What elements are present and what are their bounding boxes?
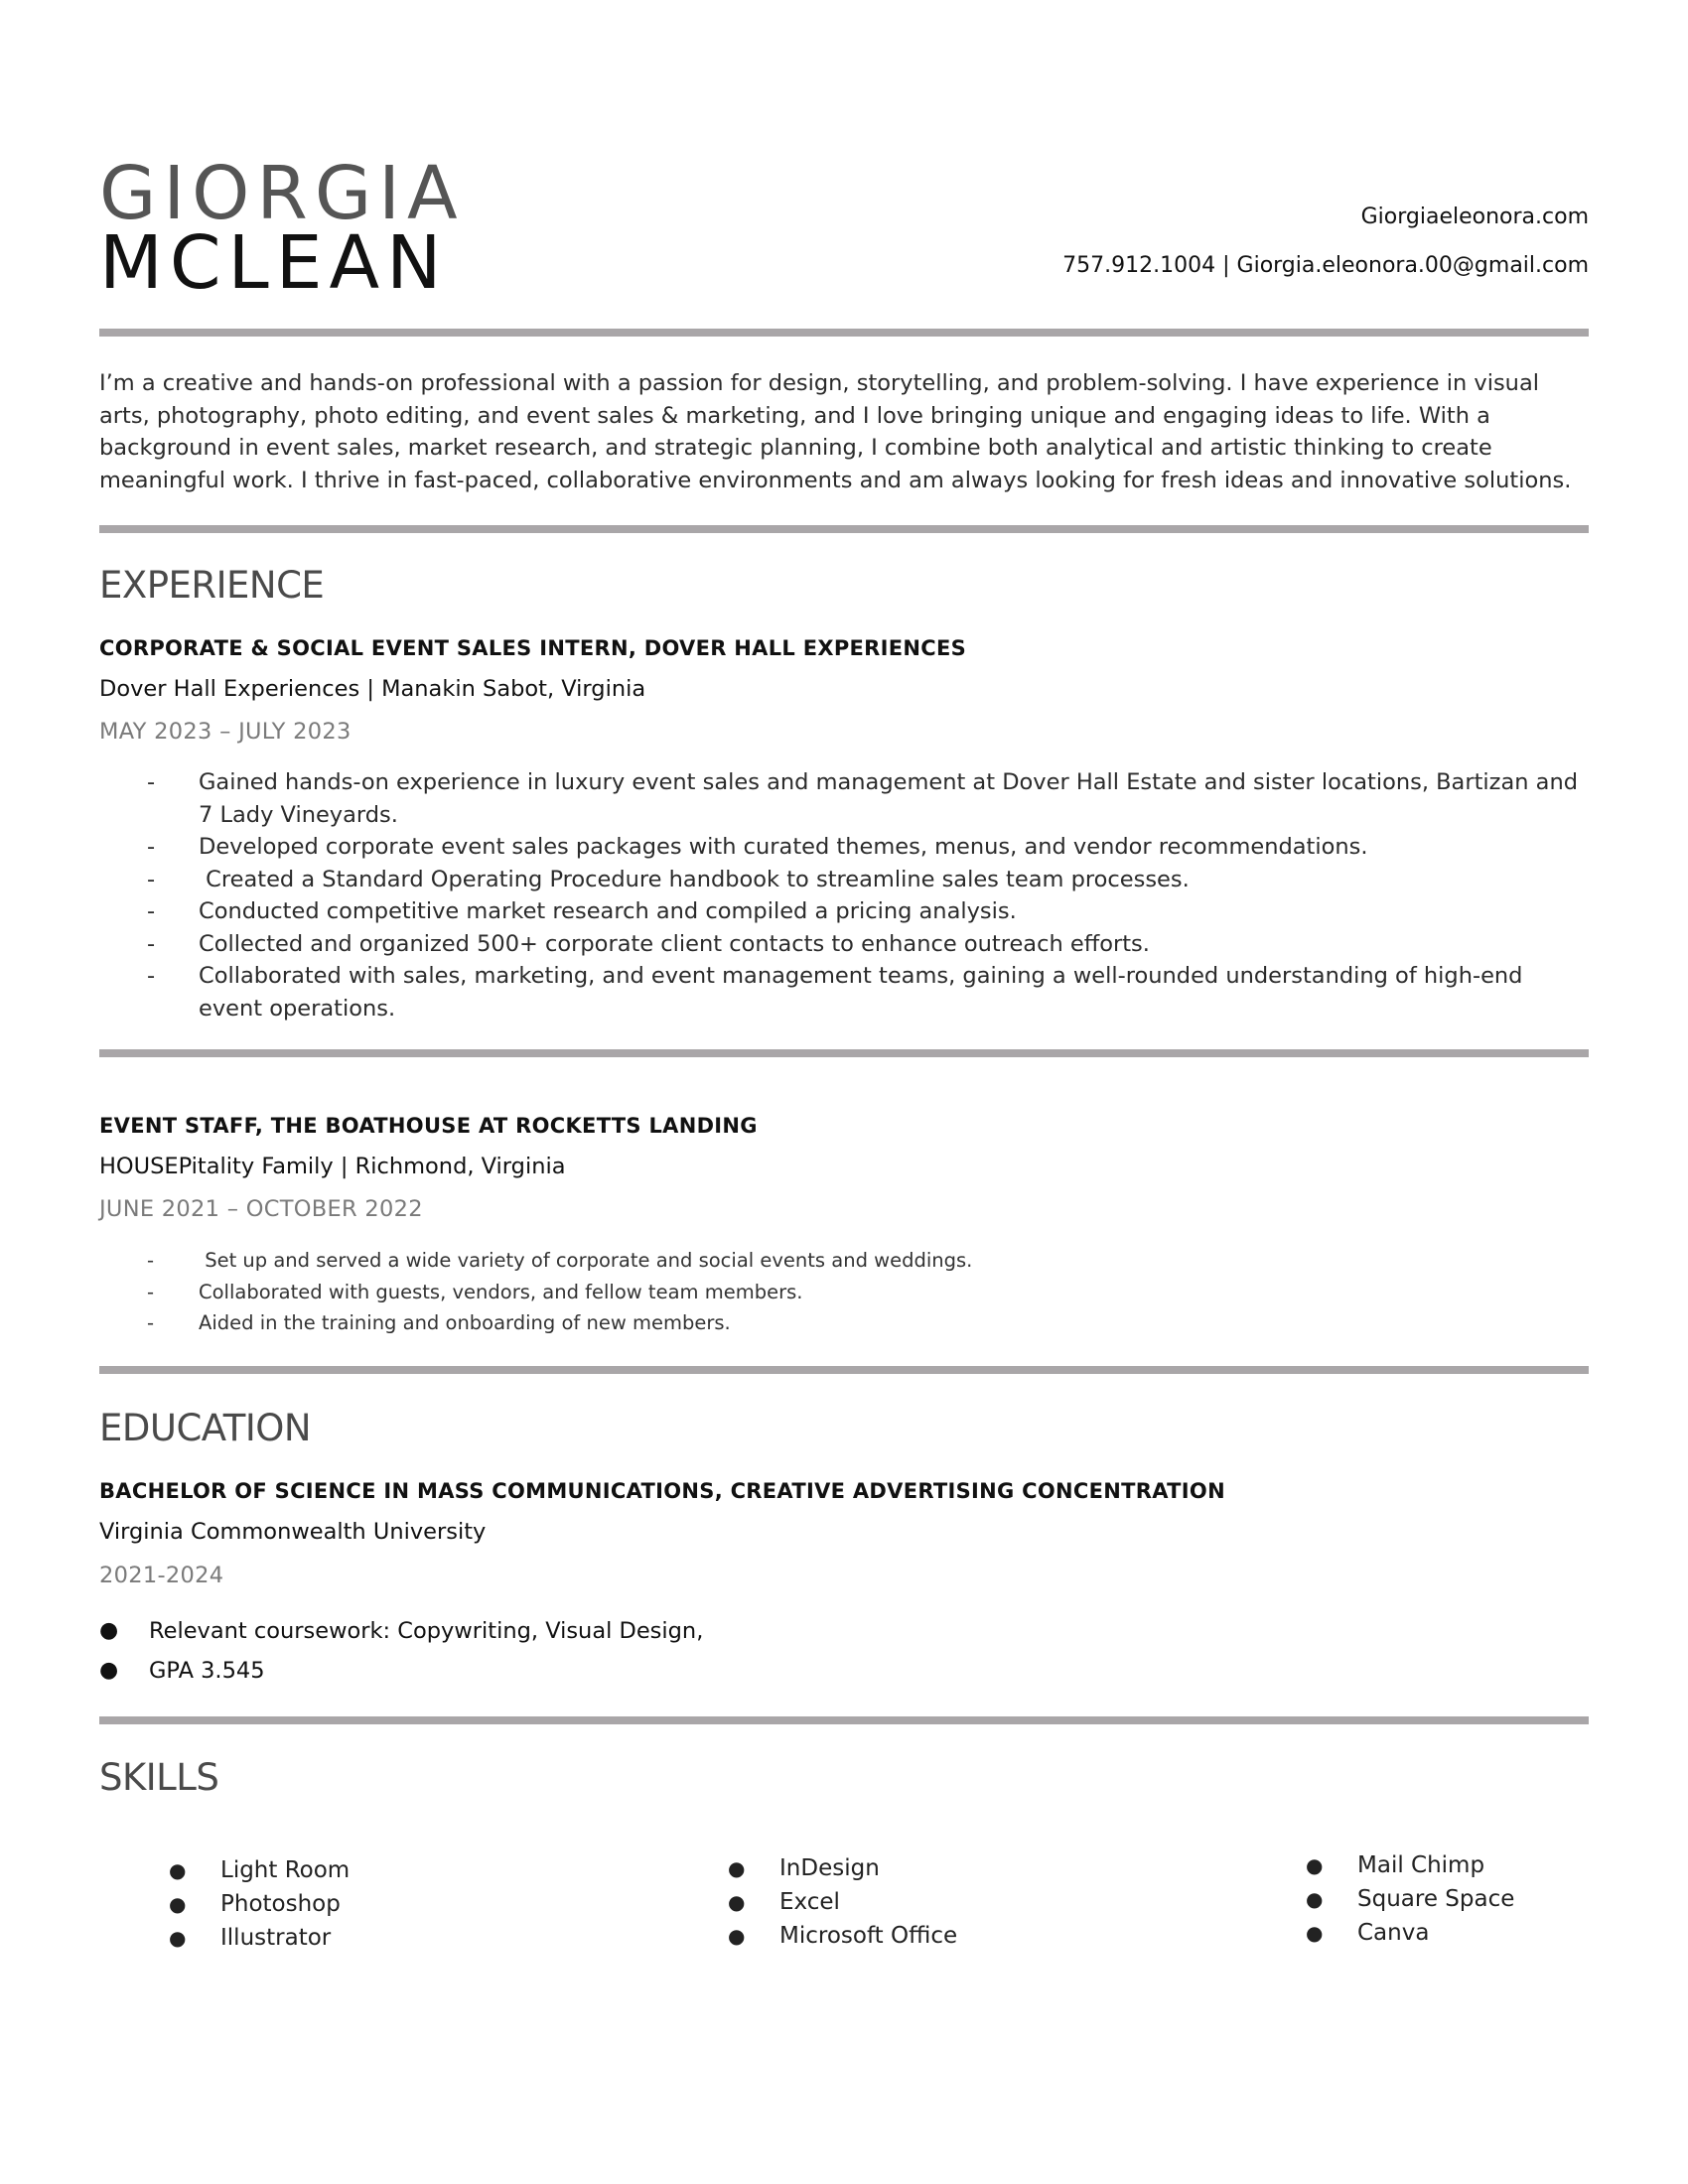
divider [99, 1366, 1589, 1374]
education-dates: 2021-2024 [99, 1563, 224, 1588]
list-item: - Gained hands-on experience in luxury event sales and management at Dover Hall Estate and sister locations, Bartizan and 7 Lady Vineyards. [147, 769, 1579, 828]
job-title: CORPORATE & SOCIAL EVENT SALES INTERN, DOVER HALL EXPERIENCES [99, 636, 967, 660]
skills-heading: SKILLS [99, 1756, 219, 1799]
list-item: ● Excel [728, 1889, 840, 1915]
job-bullets [99, 1245, 1589, 1339]
job-dates: MAY 2023 – JULY 2023 [99, 719, 352, 745]
phone-email: 757.912.1004 | Giorgia.eleonora.00@gmail.com [1062, 253, 1589, 278]
divider [99, 525, 1589, 533]
list-item: ● Relevant coursework: Copywriting, Visual Design, [99, 1618, 704, 1644]
list-item: - Collected and organized 500+ corporate client contacts to enhance outreach efforts. [147, 930, 1150, 957]
education-bullets [99, 1613, 703, 1693]
list-item: ● Square Space [1306, 1886, 1515, 1912]
list-item: ● GPA 3.545 [99, 1658, 265, 1684]
first-name: GIORGIA [99, 151, 465, 236]
list-item: ● Canva [1306, 1920, 1430, 1946]
resume-page [99, 0, 1589, 2184]
experience-heading: EXPERIENCE [99, 564, 325, 607]
divider [99, 1049, 1589, 1057]
list-item: - Collaborated with sales, marketing, and event management teams, gaining a well-rounded understanding of high-end event operations. [147, 963, 1523, 1022]
skills-column [1306, 1849, 1514, 1951]
list-item: ● Photoshop [169, 1891, 341, 1917]
list-item: - Created a Standard Operating Procedure handbook to streamline sales team processes. [147, 866, 1190, 892]
list-item: ● Microsoft Office [728, 1923, 958, 1949]
job-title: EVENT STAFF, THE BOATHOUSE AT ROCKETTS LANDING [99, 1114, 758, 1138]
divider [99, 1716, 1589, 1724]
school: Virginia Commonwealth University [99, 1519, 487, 1545]
list-item: - Aided in the training and onboarding of new members. [147, 1311, 731, 1334]
list-item: ● Mail Chimp [1306, 1852, 1485, 1878]
list-item: ● InDesign [728, 1855, 880, 1881]
skills-column [728, 1852, 957, 1954]
job-org: HOUSEPitality Family | Richmond, Virginia [99, 1154, 566, 1179]
job-dates: JUNE 2021 – OCTOBER 2022 [99, 1196, 423, 1222]
last-name: MCLEAN [99, 220, 449, 306]
website: Giorgiaeleonora.com [1360, 205, 1589, 229]
list-item: ● Light Room [169, 1857, 351, 1883]
education-heading: EDUCATION [99, 1407, 312, 1449]
job-org: Dover Hall Experiences | Manakin Sabot, Virginia [99, 676, 646, 702]
list-item: - Set up and served a wide variety of corporate and social events and weddings. [147, 1249, 973, 1272]
degree: BACHELOR OF SCIENCE IN MASS COMMUNICATIONS, CREATIVE ADVERTISING CONCENTRATION [99, 1479, 1225, 1503]
list-item: - Collaborated with guests, vendors, and fellow team members. [147, 1280, 803, 1303]
list-item: - Developed corporate event sales packages with curated themes, menus, and vendor recommendations. [147, 834, 1368, 860]
skills-column [169, 1854, 350, 1956]
list-item: ● Illustrator [169, 1925, 332, 1951]
divider [99, 329, 1589, 337]
list-item: - Conducted competitive market research and compiled a pricing analysis. [147, 898, 1017, 924]
job-bullets [99, 766, 1589, 1024]
summary: I’m a creative and hands-on professional with a passion for design, storytelling, and problem-solving. I have experience in visual arts, photography, photo editing, and event sales & marketing, and I love bringing unique and engaging ideas to life. With a background in event sales, market research, and strategic planning, I combine both analytical and artistic thinking to create meaningful work. I thrive in fast-paced, collaborative environments and am always looking for fresh ideas and innovative solutions. [99, 370, 1572, 493]
